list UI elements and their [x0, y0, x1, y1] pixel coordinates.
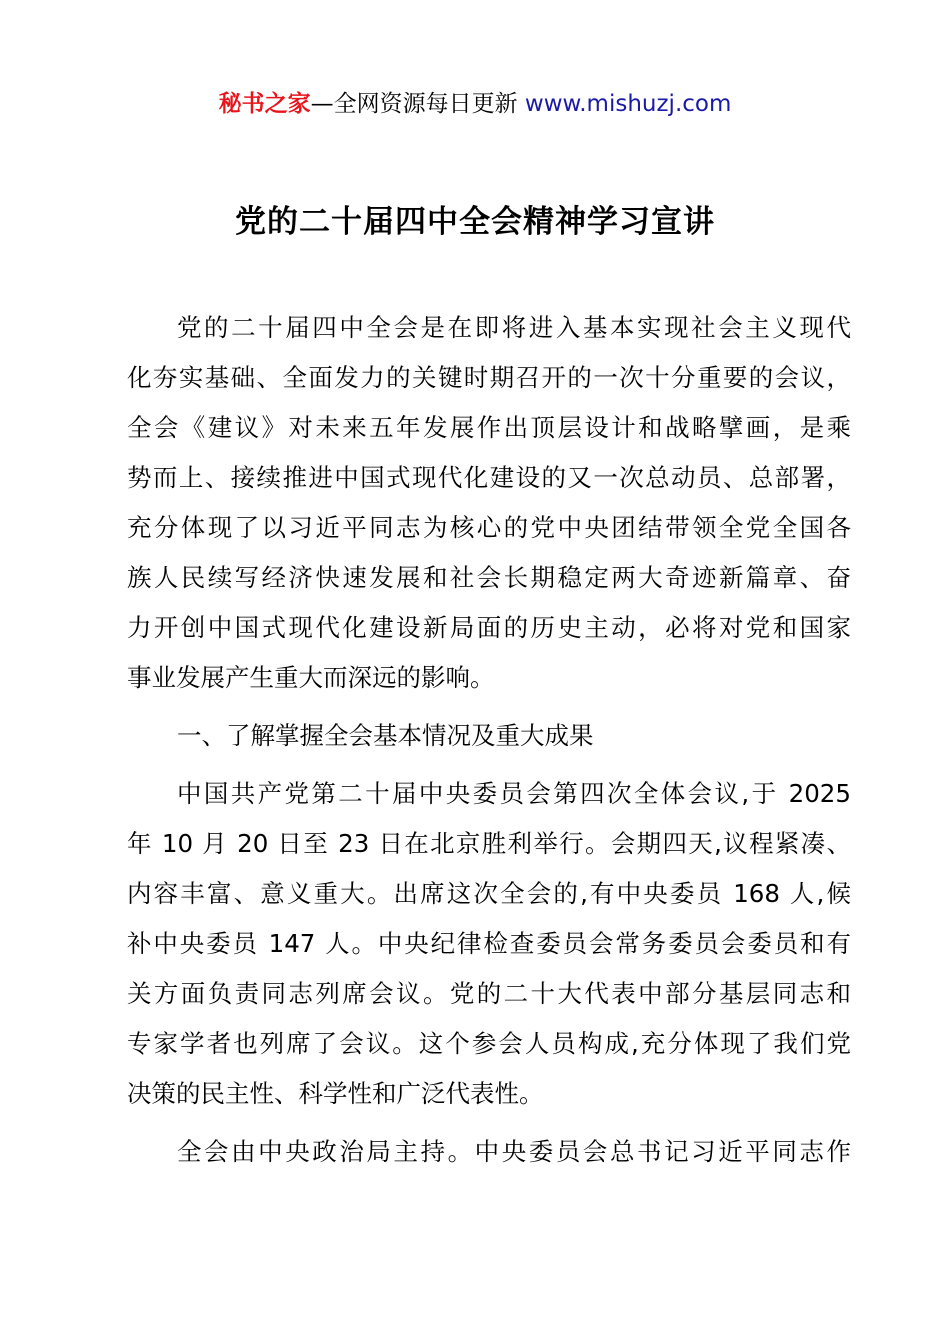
- paragraph-line: 充分体现了以习近平同志为核心的党中央团结带领全党全国各: [127, 513, 851, 542]
- document-title: 党的二十届四中全会精神学习宣讲: [235, 204, 715, 240]
- paragraph-line: 关方面负责同志列席会议。党的二十大代表中部分基层同志和: [127, 979, 851, 1008]
- brand-name: 秘书之家: [218, 91, 311, 117]
- paragraph-line: 中国共产党第二十届中央委员会第四次全体会议,于 2025: [177, 779, 851, 808]
- paragraph-line: 势而上、接续推进中国式现代化建设的又一次总动员、总部署，: [127, 463, 851, 492]
- paragraph-line: 族人民续写经济快速发展和社会长期稳定两大奇迹新篇章、奋: [127, 563, 851, 592]
- site-url-link[interactable]: www.mishuzj.com: [524, 91, 732, 117]
- paragraph-line: 事业发展产生重大而深远的影响。: [127, 663, 495, 692]
- paragraph-line: 化夯实基础、全面发力的关键时期召开的一次十分重要的会议，: [127, 363, 851, 392]
- paragraph-line: 决策的民主性、科学性和广泛代表性。: [127, 1079, 544, 1108]
- paragraph-line: 全会由中央政治局主持。中央委员会总书记习近平同志作: [177, 1137, 851, 1166]
- paragraph-line: 力开创中国式现代化建设新局面的历史主动，必将对党和国家: [127, 613, 851, 642]
- paragraph-line: 专家学者也列席了会议。这个参会人员构成,充分体现了我们党: [127, 1029, 851, 1058]
- paragraph-line: 年 10 月 20 日至 23 日在北京胜利举行。会期四天,议程紧凑、: [127, 829, 851, 858]
- section-heading: 一、了解掌握全会基本情况及重大成果: [177, 721, 594, 750]
- header-tagline: —全网资源每日更新: [310, 91, 525, 117]
- paragraph-line: 内容丰富、意义重大。出席这次全会的,有中央委员 168 人,候: [127, 879, 851, 908]
- paragraph-line: 全会《建议》对未来五年发展作出顶层设计和战略擘画，是乘: [127, 413, 851, 442]
- site-header: [0, 86, 950, 122]
- paragraph-line: 党的二十届四中全会是在即将进入基本实现社会主义现代: [177, 313, 851, 342]
- paragraph-line: 补中央委员 147 人。中央纪律检查委员会常务委员会委员和有: [127, 929, 851, 958]
- document-body: [127, 303, 851, 1177]
